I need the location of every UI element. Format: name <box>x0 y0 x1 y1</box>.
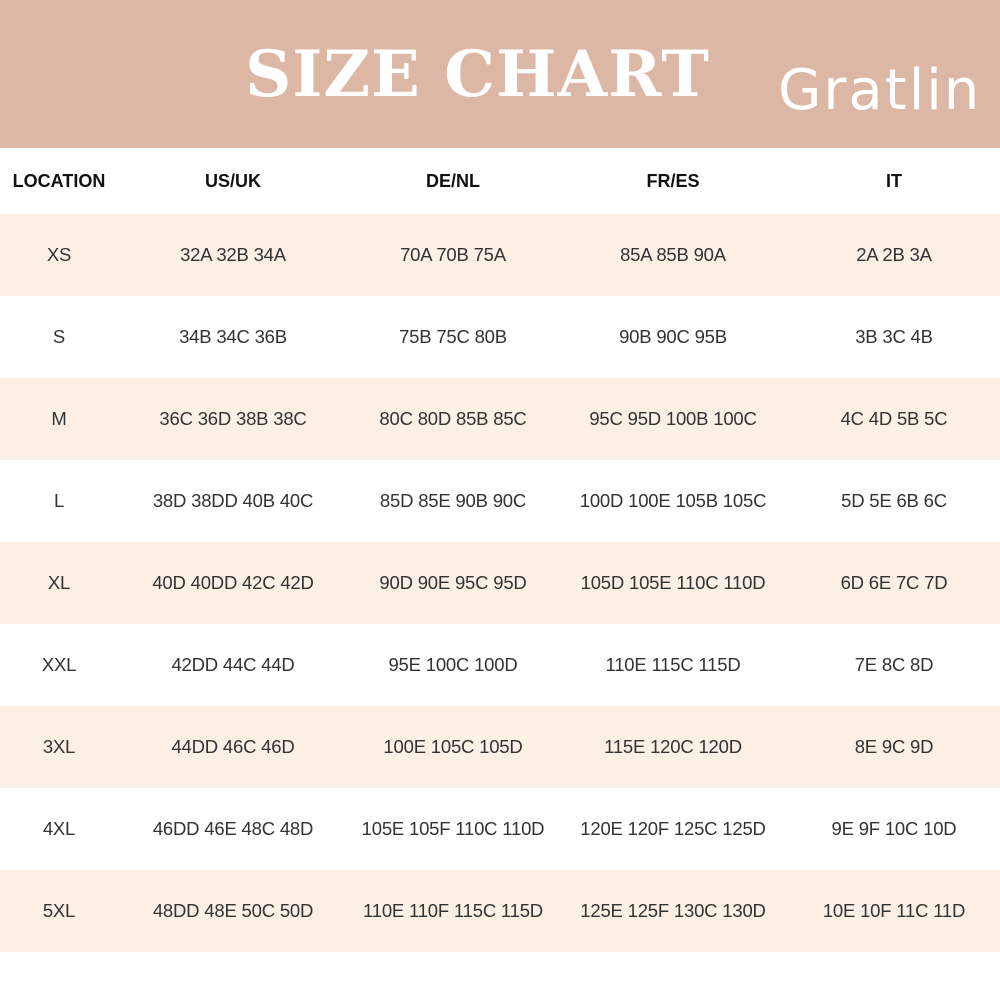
cell-it: 6D 6E 7C 7D <box>840 572 948 593</box>
column-header-fr-es: FR/ES <box>646 170 700 191</box>
cell-us-uk: 38D 38DD 40B 40C <box>152 490 314 511</box>
table-row <box>0 624 1000 706</box>
table-row <box>0 378 1000 460</box>
table-header-row <box>0 148 1000 214</box>
cell-it: 5D 5E 6B 6C <box>841 490 947 511</box>
table-row <box>0 788 1000 870</box>
cell-us-uk: 46DD 46E 48C 48D <box>152 818 314 839</box>
table-row <box>0 460 1000 542</box>
size-label: 5XL <box>42 900 76 921</box>
cell-us-uk: 48DD 48E 50C 50D <box>152 900 314 921</box>
cell-de-nl: 105E 105F 110C 110D <box>361 818 545 839</box>
cell-fr-es: 100D 100E 105B 105C <box>579 490 767 511</box>
cell-it: 7E 8C 8D <box>854 654 934 675</box>
size-label: L <box>53 490 65 511</box>
cell-fr-es: 110E 115C 115D <box>605 654 741 675</box>
cell-fr-es: 115E 120C 120D <box>604 736 742 757</box>
cell-fr-es: 90B 90C 95B <box>619 326 727 347</box>
size-label: 3XL <box>42 736 76 757</box>
cell-de-nl: 75B 75C 80B <box>399 326 507 347</box>
column-header-location: LOCATION <box>12 170 106 191</box>
size-label: M <box>51 408 67 429</box>
table-row <box>0 296 1000 378</box>
cell-fr-es: 105D 105E 110C 110D <box>580 572 766 593</box>
cell-us-uk: 42DD 44C 44D <box>171 654 295 675</box>
cell-fr-es: 85A 85B 90A <box>620 244 726 265</box>
column-header-it: IT <box>886 170 902 191</box>
size-label: XS <box>46 244 72 265</box>
cell-de-nl: 100E 105C 105D <box>383 736 523 757</box>
cell-de-nl: 85D 85E 90B 90C <box>379 490 527 511</box>
table-row <box>0 214 1000 296</box>
cell-us-uk: 32A 32B 34A <box>180 244 286 265</box>
cell-it: 3B 3C 4B <box>855 326 933 347</box>
page-title: SIZE CHART <box>245 37 710 112</box>
cell-us-uk: 34B 34C 36B <box>179 326 287 347</box>
cell-de-nl: 80C 80D 85B 85C <box>379 408 527 429</box>
size-label: XXL <box>41 654 77 675</box>
size-label: S <box>52 326 66 347</box>
cell-de-nl: 110E 110F 115C 115D <box>363 900 543 921</box>
cell-us-uk: 44DD 46C 46D <box>171 736 295 757</box>
header-banner <box>0 0 1000 148</box>
cell-it: 4C 4D 5B 5C <box>840 408 948 429</box>
cell-de-nl: 90D 90E 95C 95D <box>379 572 527 593</box>
cell-de-nl: 70A 70B 75A <box>400 244 506 265</box>
table-row <box>0 706 1000 788</box>
cell-fr-es: 95C 95D 100B 100C <box>589 408 757 429</box>
cell-us-uk: 36C 36D 38B 38C <box>159 408 307 429</box>
size-label: 4XL <box>42 818 76 839</box>
cell-it: 2A 2B 3A <box>856 244 932 265</box>
cell-fr-es: 120E 120F 125C 125D <box>580 818 766 839</box>
cell-it: 10E 10F 11C 11D <box>822 900 966 921</box>
brand-logo: Gratlin <box>778 58 982 123</box>
cell-us-uk: 40D 40DD 42C 42D <box>152 572 314 593</box>
cell-it: 9E 9F 10C 10D <box>831 818 957 839</box>
column-header-us-uk: US/UK <box>204 170 261 191</box>
cell-de-nl: 95E 100C 100D <box>388 654 518 675</box>
cell-it: 8E 9C 9D <box>854 736 934 757</box>
size-table <box>0 148 1000 952</box>
table-row <box>0 542 1000 624</box>
column-header-de-nl: DE/NL <box>426 170 480 191</box>
cell-fr-es: 125E 125F 130C 130D <box>580 900 766 921</box>
size-label: XL <box>47 572 71 593</box>
table-row <box>0 870 1000 952</box>
